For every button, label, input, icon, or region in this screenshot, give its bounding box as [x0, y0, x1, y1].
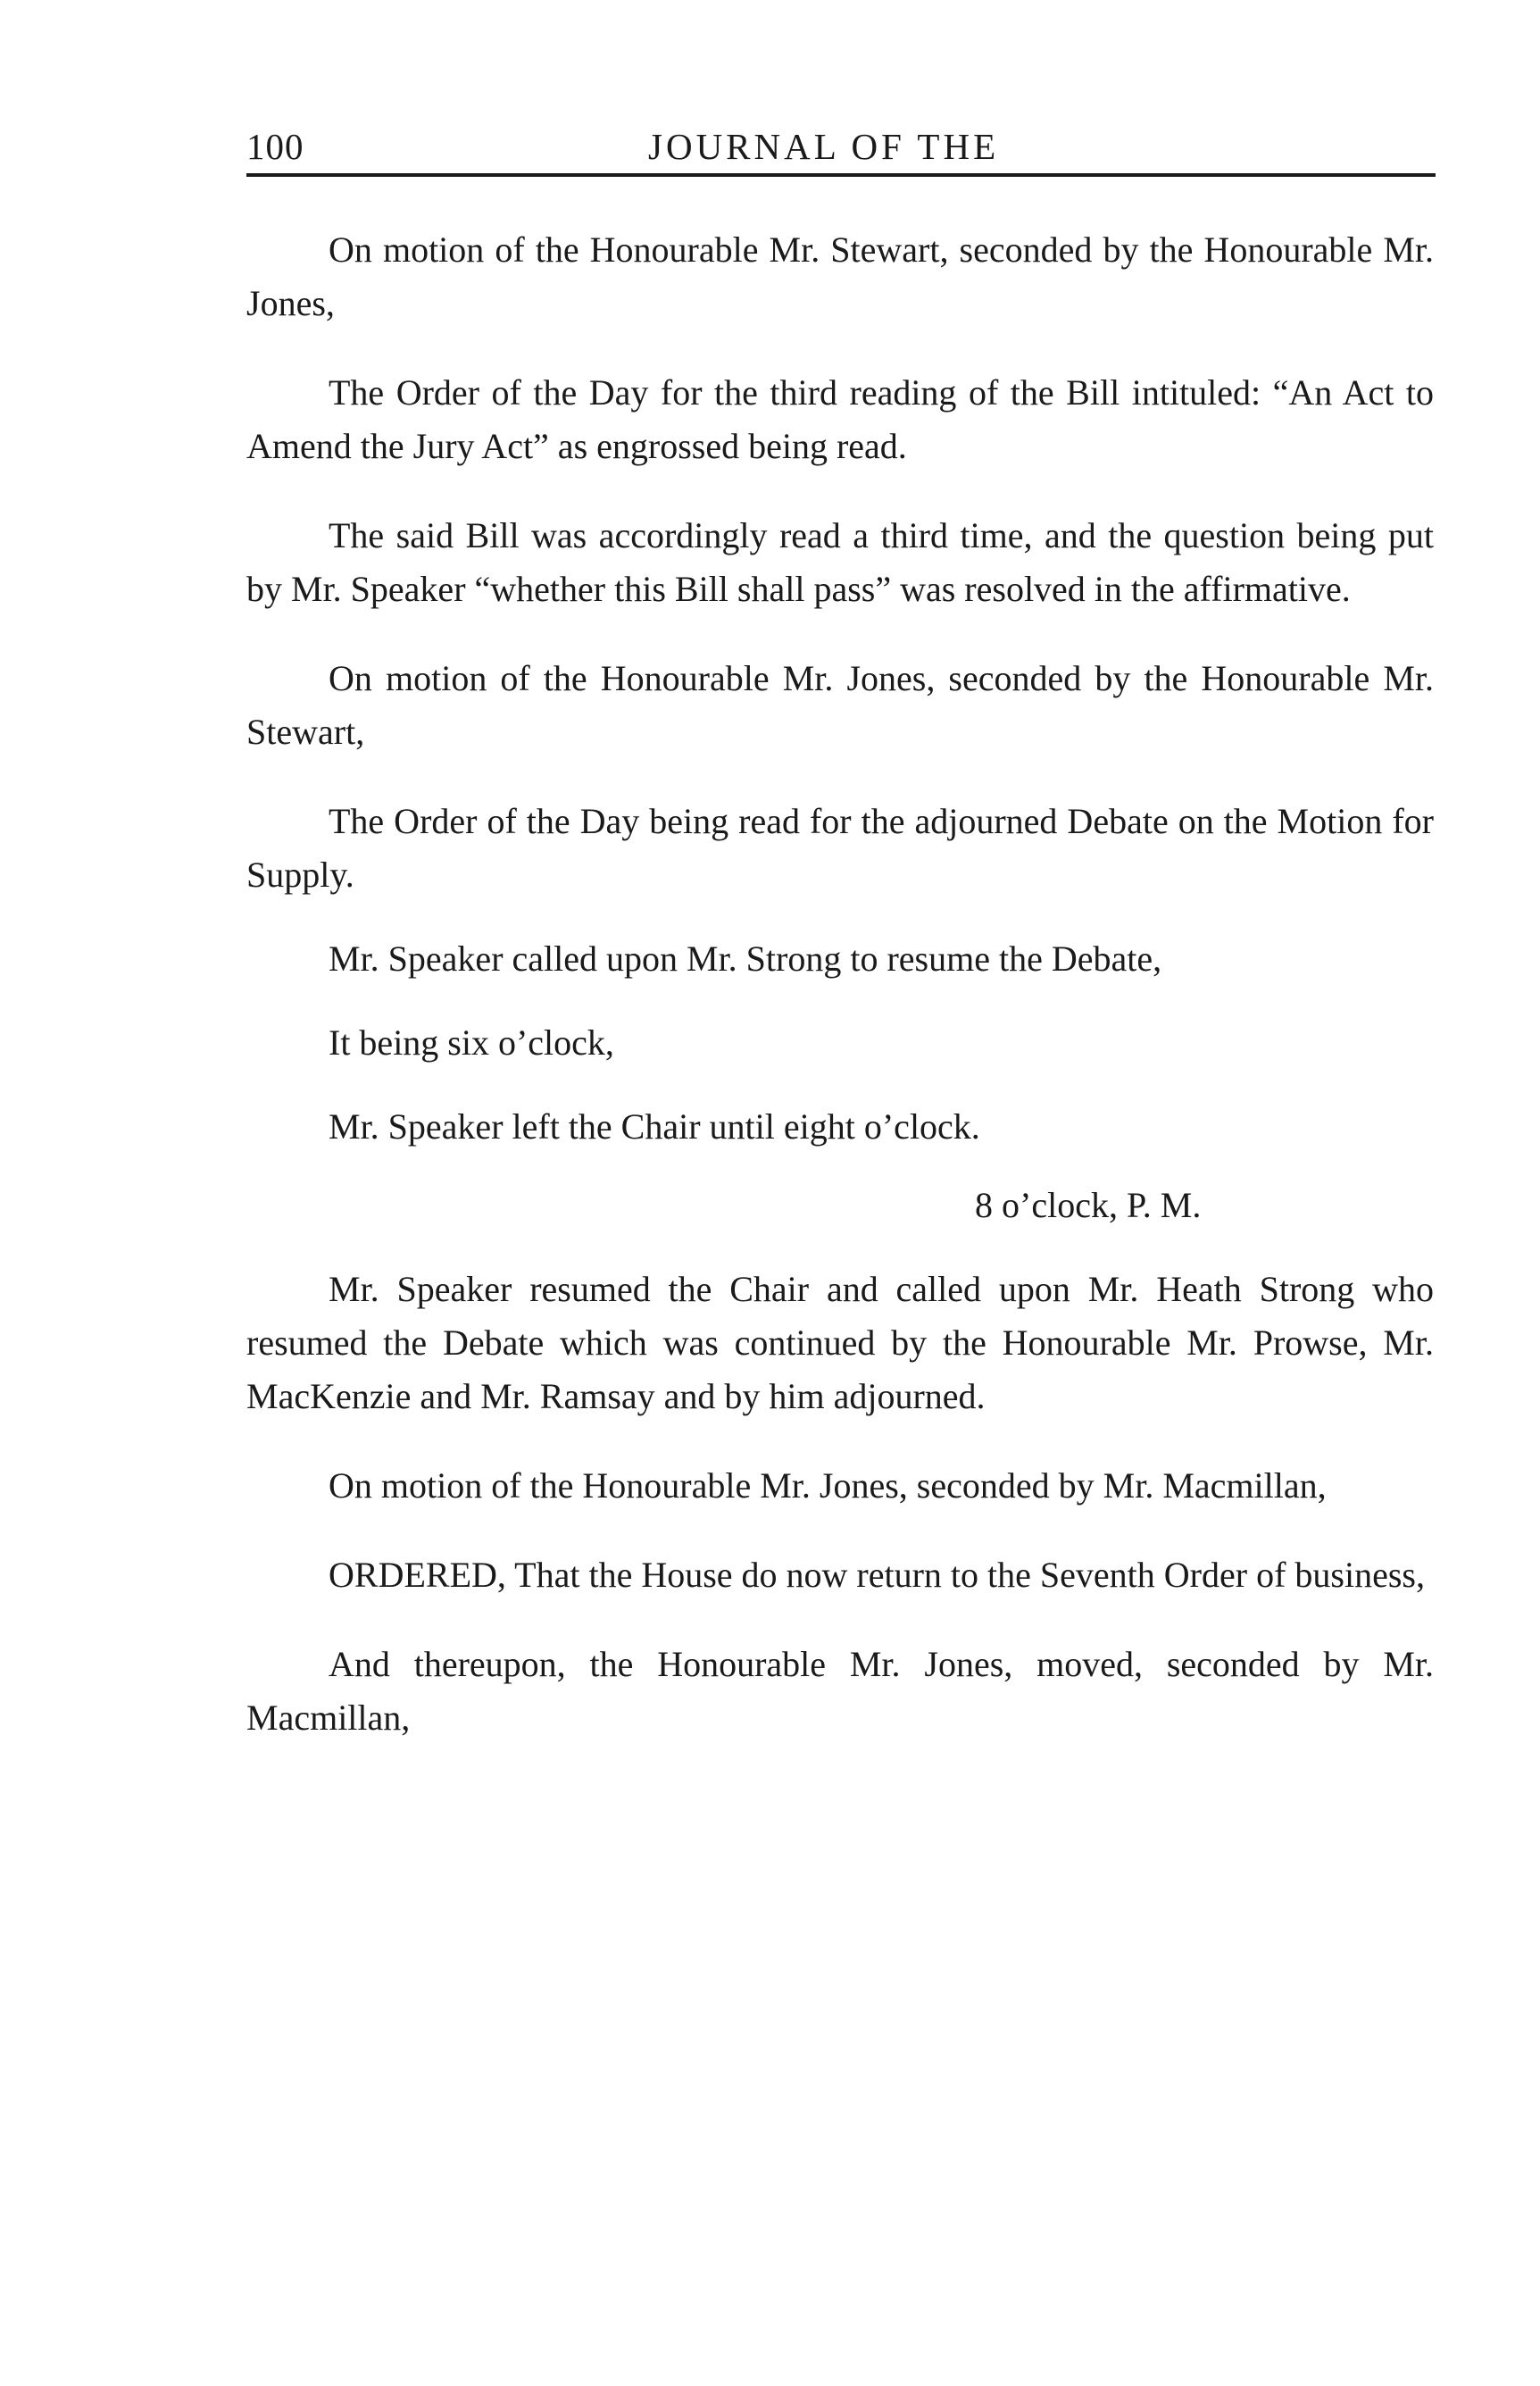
paragraph-bill-read-third-time: The said Bill was accordingly read a third time, and the question being put by Mr. Speaker “whether this Bill shall pass” was resolved in the affirmative.	[246, 515, 1434, 609]
paragraph-ordered: ORDERED, That the House do now return to the Seventh Order of business,	[329, 1555, 1425, 1595]
paragraph-order-third-reading: The Order of the Day for the third reading of the Bill intituled: “An Act to Amend the Jury Act” as engrossed being read.	[246, 372, 1434, 466]
running-head	[246, 125, 1436, 175]
paragraph-speaker-left-chair: Mr. Speaker left the Chair until eight o’clock.	[329, 1106, 980, 1147]
paragraph-speaker-calls-strong: Mr. Speaker called upon Mr. Strong to resume the Debate,	[329, 939, 1162, 979]
paragraph-speaker-resumed: Mr. Speaker resumed the Chair and called upon Mr. Heath Strong who resumed the Debate which was continued by the Honourable Mr. Prowse, Mr. MacKenzie and Mr. Ramsay and by him adjourned.	[246, 1269, 1434, 1416]
paragraph-motion-stewart: On motion of the Honourable Mr. Stewart, seconded by the Honourable Mr. Jones,	[246, 229, 1434, 323]
paragraph-thereupon: And thereupon, the Honourable Mr. Jones, moved, seconded by Mr. Macmillan,	[246, 1644, 1434, 1738]
paragraph-six-oclock: It being six o’clock,	[329, 1022, 614, 1063]
paragraph-adjourned-debate: The Order of the Day being read for the adjourned Debate on the Motion for Supply.	[246, 801, 1434, 895]
running-title: JOURNAL OF THE	[648, 126, 1000, 167]
paragraph-motion-jones-macmillan: On motion of the Honourable Mr. Jones, seconded by Mr. Macmillan,	[329, 1465, 1327, 1506]
header-rule	[246, 173, 1436, 177]
page-number: 100	[246, 126, 304, 167]
paragraph-motion-jones: On motion of the Honourable Mr. Jones, seconded by the Honourable Mr. Stewart,	[246, 658, 1434, 752]
time-stamp: 8 o’clock, P. M.	[975, 1185, 1202, 1225]
journal-body	[246, 223, 1434, 1745]
